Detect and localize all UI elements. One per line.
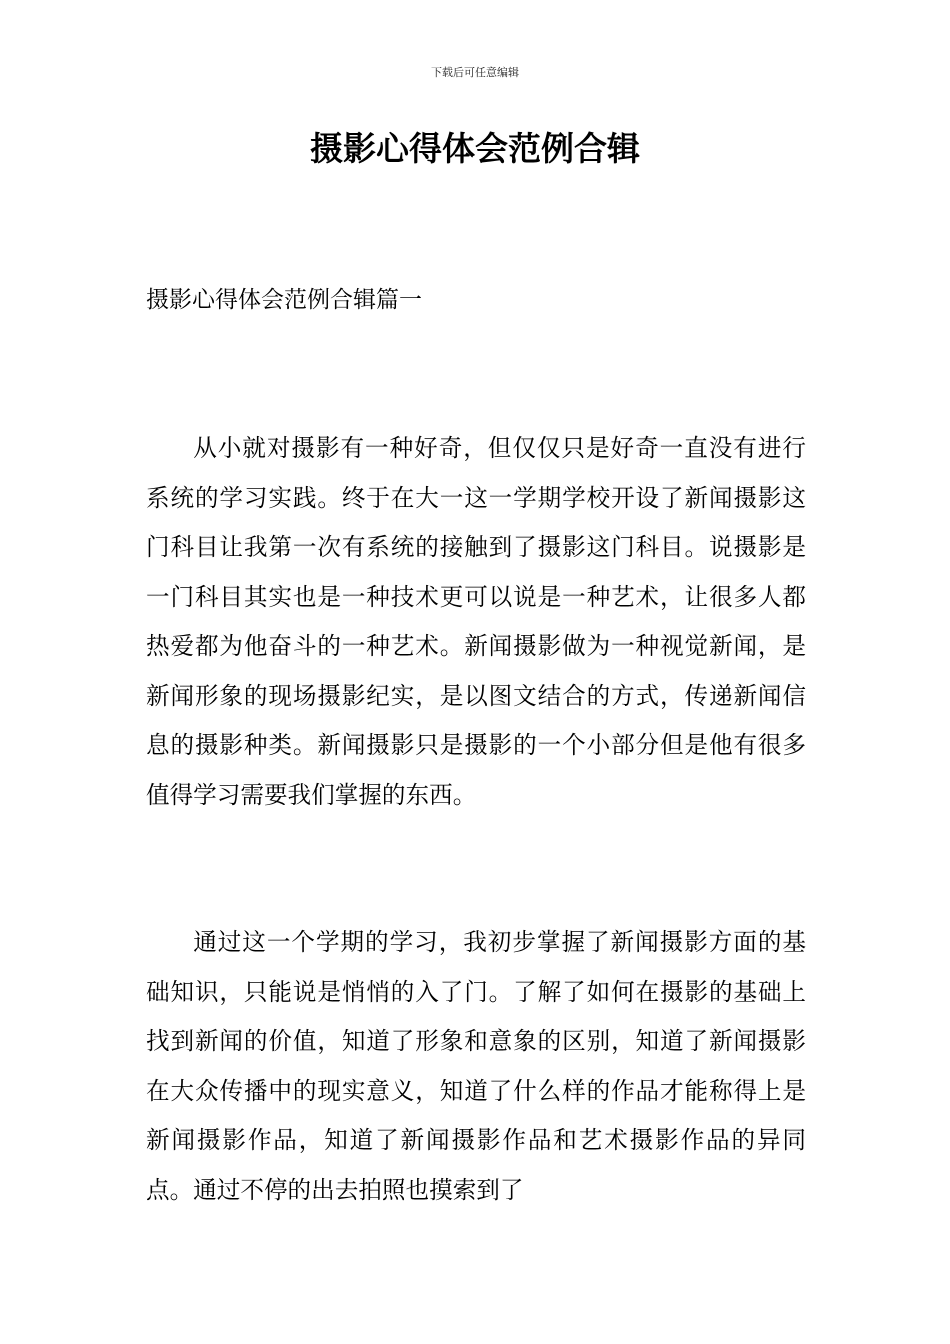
header-note: 下载后可任意编辑 bbox=[431, 66, 519, 79]
document-title: 摄影心得体会范例合辑 bbox=[310, 129, 640, 168]
body-paragraph-1: 从小就对摄影有一种好奇，但仅仅只是好奇一直没有进行系统的学习实践。终于在大一这一学期学校开设了新闻摄影这门科目让我第一次有系统的接触到了摄影这门科目。说摄影是一门科目其实也是一种技术更可以说是一种艺术，让很多人都热爱都为他奋斗的一种艺术。新闻摄影做为一种视觉新闻，是新闻形象的现场摄影纪实，是以图文结合的方式，传递新闻信息的摄影种类。新闻摄影只是摄影的一个小部分但是他有很多值得学习需要我们掌握的东西。 bbox=[146, 434, 806, 809]
body-paragraph-2: 通过这一个学期的学习，我初步掌握了新闻摄影方面的基础知识，只能说是悄悄的入了门。了解了如何在摄影的基础上找到新闻的价值，知道了形象和意象的区别，知道了新闻摄影在大众传播中的现实意义，知道了什么样的作品才能称得上是新闻摄影作品，知道了新闻摄影作品和艺术摄影作品的异同点。通过不停的出去拍照也摸索到了 bbox=[146, 928, 806, 1204]
section-title: 摄影心得体会范例合辑篇一 bbox=[146, 287, 422, 313]
